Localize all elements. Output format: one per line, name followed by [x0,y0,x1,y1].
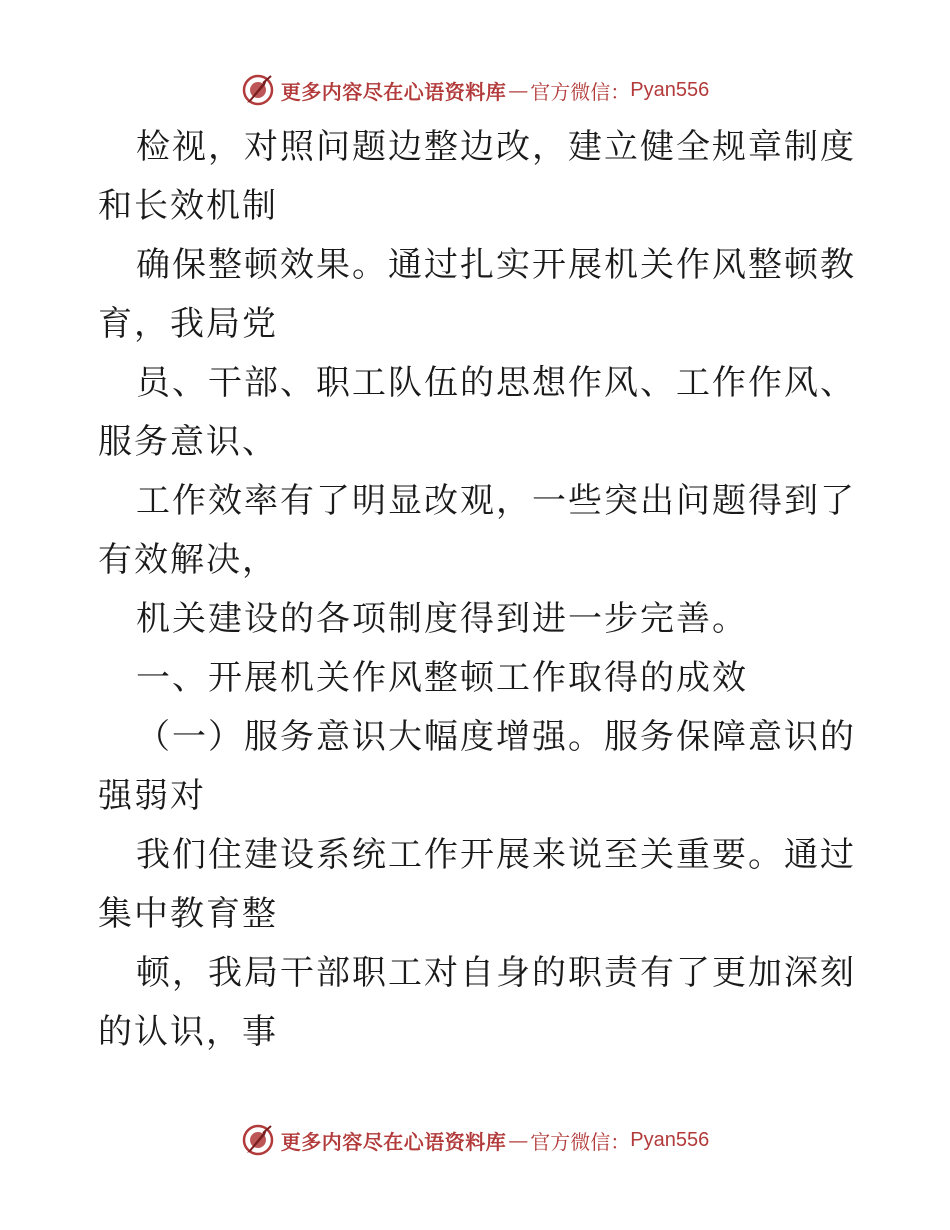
paragraph: （一）服务意识大幅度增强。服务保障意识的强弱对 [98,717,856,816]
paragraph: 顿，我局干部职工对自身的职责有了更加深刻的认识，事 [98,953,856,1052]
watermark-site-text: 更多内容尽在心语资料库 [280,1129,507,1154]
quill-logo-icon [241,1123,275,1157]
watermark-separator: — [508,78,529,102]
section-heading: 一、开展机关作风整顿工作取得的成效 [136,658,748,698]
paragraph: 确保整顿效果。通过扎实开展机关作风整顿教育，我局党 [98,245,856,344]
watermark-wechat-label: 官方微信： [530,79,631,104]
paragraph: 机关建设的各项制度得到进一步完善。 [136,599,748,639]
footer-watermark [0,1120,950,1160]
watermark-site-text: 更多内容尽在心语资料库 [280,79,507,104]
watermark-wechat-id: Pyan556 [630,78,710,101]
document-body [98,118,858,1062]
quill-logo-icon [241,73,275,107]
paragraph: 我们住建设系统工作开展来说至关重要。通过集中教育整 [98,835,856,934]
watermark-wechat-id: Pyan556 [630,1128,710,1151]
paragraph: 员、干部、职工队伍的思想作风、工作作风、服务意识、 [98,363,856,462]
watermark-wechat-label: 官方微信： [530,1129,631,1154]
paragraph: 检视，对照问题边整边改，建立健全规章制度和长效机制 [98,127,856,226]
paragraph: 工作效率有了明显改观，一些突出问题得到了有效解决， [98,481,856,580]
header-watermark [0,70,950,110]
watermark-separator: — [508,1128,529,1152]
